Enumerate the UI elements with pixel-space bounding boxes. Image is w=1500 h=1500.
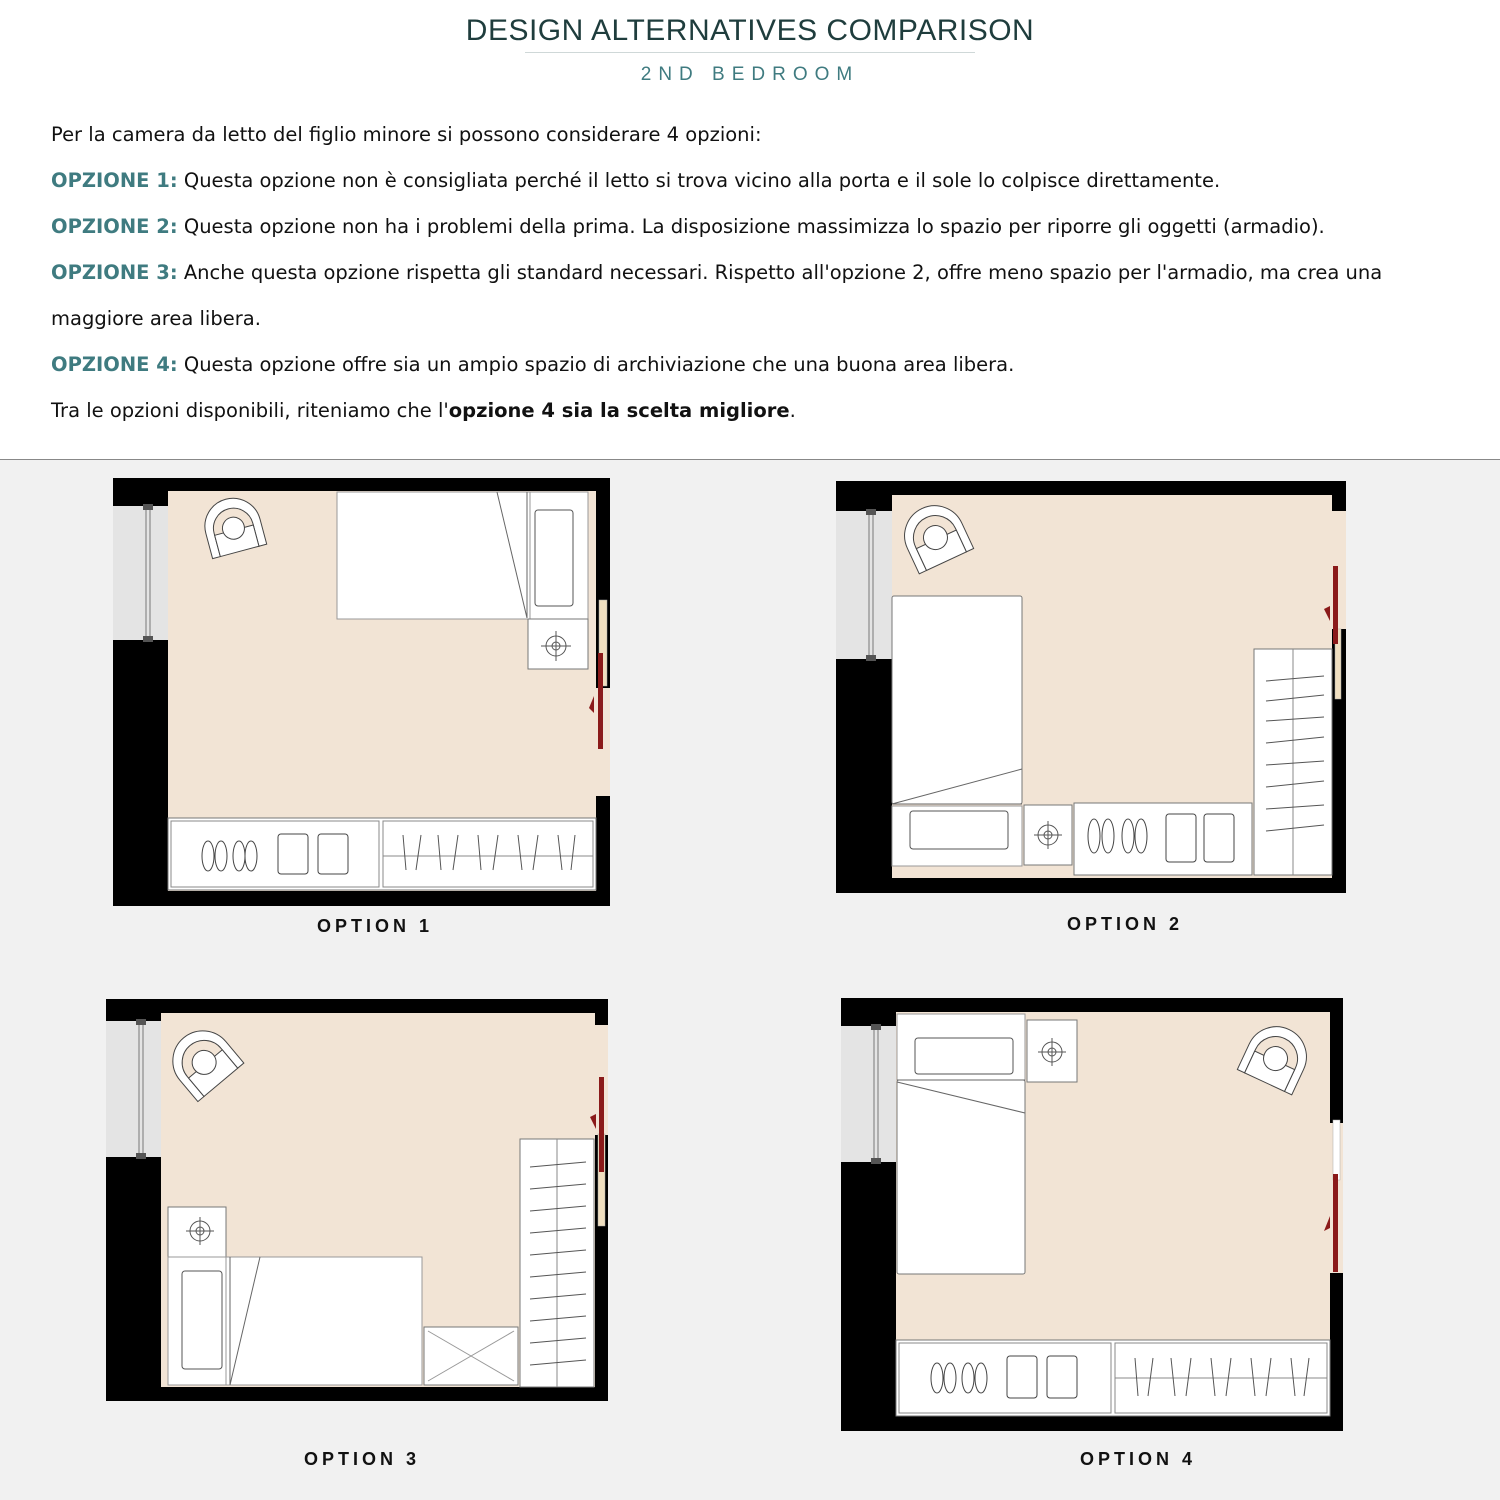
option-3-text: Anche questa opzione rispetta gli standard necessari. Rispetto all'opzione 2, offre meno spazio per l'armadio, ma crea una xyxy=(177,261,1383,284)
page-title: DESIGN ALTERNATIVES COMPARISON xyxy=(465,14,1035,47)
option-2-label: OPZIONE 2: xyxy=(51,215,178,238)
bed xyxy=(337,492,588,619)
nightstand xyxy=(168,1207,226,1257)
storage-box xyxy=(424,1327,518,1385)
wardrobe xyxy=(896,1340,1330,1416)
bed xyxy=(892,596,1022,866)
option-3-description-continued: maggiore area libera. xyxy=(51,307,261,330)
option-4-label: OPZIONE 4: xyxy=(51,353,178,376)
conclusion-prefix: Tra le opzioni disponibili, riteniamo che l' xyxy=(51,399,449,422)
nightstand xyxy=(1024,805,1072,865)
bed xyxy=(897,1014,1025,1274)
intro-text: Per la camera da letto del figlio minore si possono considerare 4 opzioni: xyxy=(51,123,762,146)
window xyxy=(836,509,892,661)
floor-plan-option-1 xyxy=(113,478,610,906)
page-subtitle: 2ND BEDROOM xyxy=(640,64,860,85)
plan-label-option-3: OPTION 3 xyxy=(303,1449,420,1469)
wardrobe xyxy=(168,818,596,890)
window xyxy=(841,1024,896,1164)
option-1-label: OPZIONE 1: xyxy=(51,169,178,192)
floor-plan-option-4 xyxy=(841,998,1343,1431)
conclusion-text xyxy=(51,388,1461,434)
wardrobe xyxy=(520,1139,594,1387)
floor-plan-option-2 xyxy=(836,481,1346,893)
conclusion-bold: opzione 4 sia la scelta migliore xyxy=(448,399,790,422)
window xyxy=(113,504,168,642)
option-4-description xyxy=(51,342,1461,388)
window xyxy=(106,1019,161,1159)
nightstand xyxy=(1027,1020,1077,1082)
nightstand xyxy=(528,619,588,669)
header xyxy=(0,0,1500,460)
option-1-description xyxy=(51,158,1461,204)
option-3-description xyxy=(51,250,1461,296)
option-1-text: Questa opzione non è consigliata perché il letto si trova vicino alla porta e il sole lo colpisce direttamente. xyxy=(177,169,1221,192)
floor-plan-option-3 xyxy=(106,999,608,1401)
plan-label-option-2: OPTION 2 xyxy=(1066,914,1183,934)
option-2-text: Questa opzione non ha i problemi della prima. La disposizione massimizza lo spazio per riporre gli oggetti (armadio). xyxy=(177,215,1325,238)
plan-label-option-4: OPTION 4 xyxy=(1079,1449,1196,1469)
title-divider xyxy=(525,52,975,53)
bed xyxy=(168,1257,422,1385)
option-3-label: OPZIONE 3: xyxy=(51,261,178,284)
conclusion-suffix: . xyxy=(789,399,796,422)
option-2-description xyxy=(51,204,1461,250)
plan-label-option-1: OPTION 1 xyxy=(316,916,433,936)
option-4-text: Questa opzione offre sia un ampio spazio di archiviazione che una buona area libera. xyxy=(177,353,1015,376)
